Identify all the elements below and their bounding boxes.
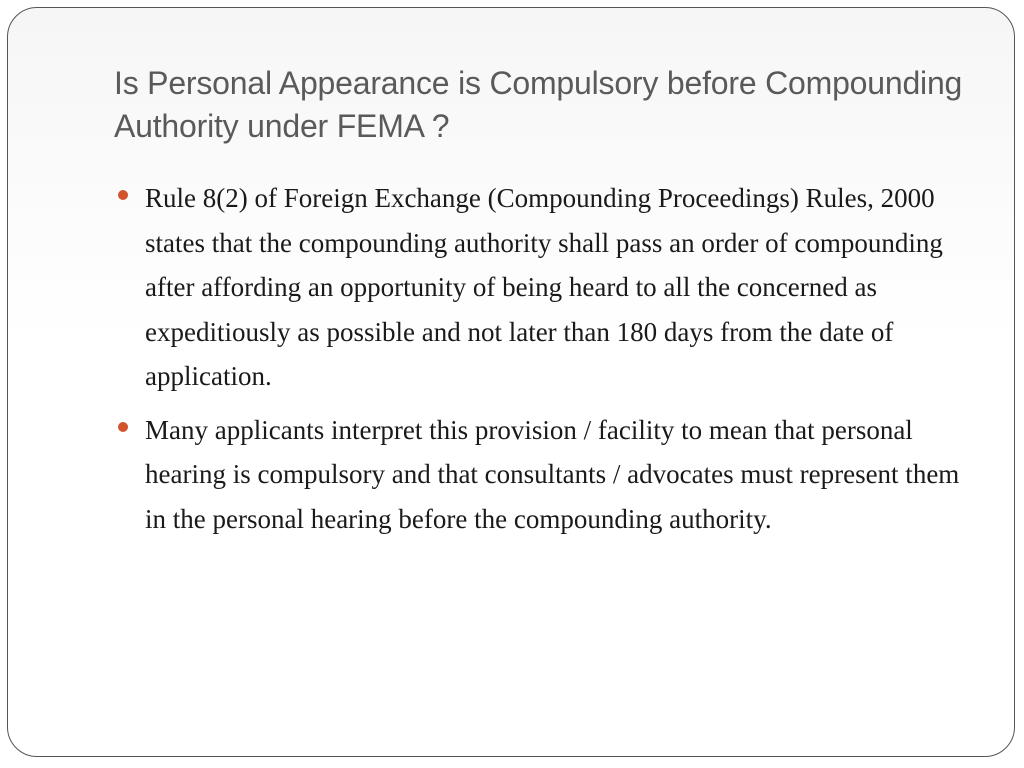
bullet-item bbox=[114, 176, 974, 399]
bullet-list bbox=[114, 176, 974, 550]
slide-title: Is Personal Appearance is Compulsory before Compounding Authority under FEMA ? bbox=[114, 65, 963, 144]
bullet-dot-icon bbox=[118, 422, 128, 432]
bullet-text: Rule 8(2) of Foreign Exchange (Compounding Proceedings) Rules, 2000 states that the compounding authority shall pass an order of compounding after affording an opportunity of being heard to all the concerned as expeditiously as possible and not later than 180 days from the date of application. bbox=[145, 183, 943, 391]
bullet-text: Many applicants interpret this provision / facility to mean that personal hearing is compulsory and that consultants / advocates must represent them in the personal hearing before the compounding authority. bbox=[145, 414, 960, 534]
bullet-item bbox=[114, 408, 974, 542]
bullet-dot-icon bbox=[118, 190, 128, 200]
slide bbox=[7, 7, 1015, 757]
